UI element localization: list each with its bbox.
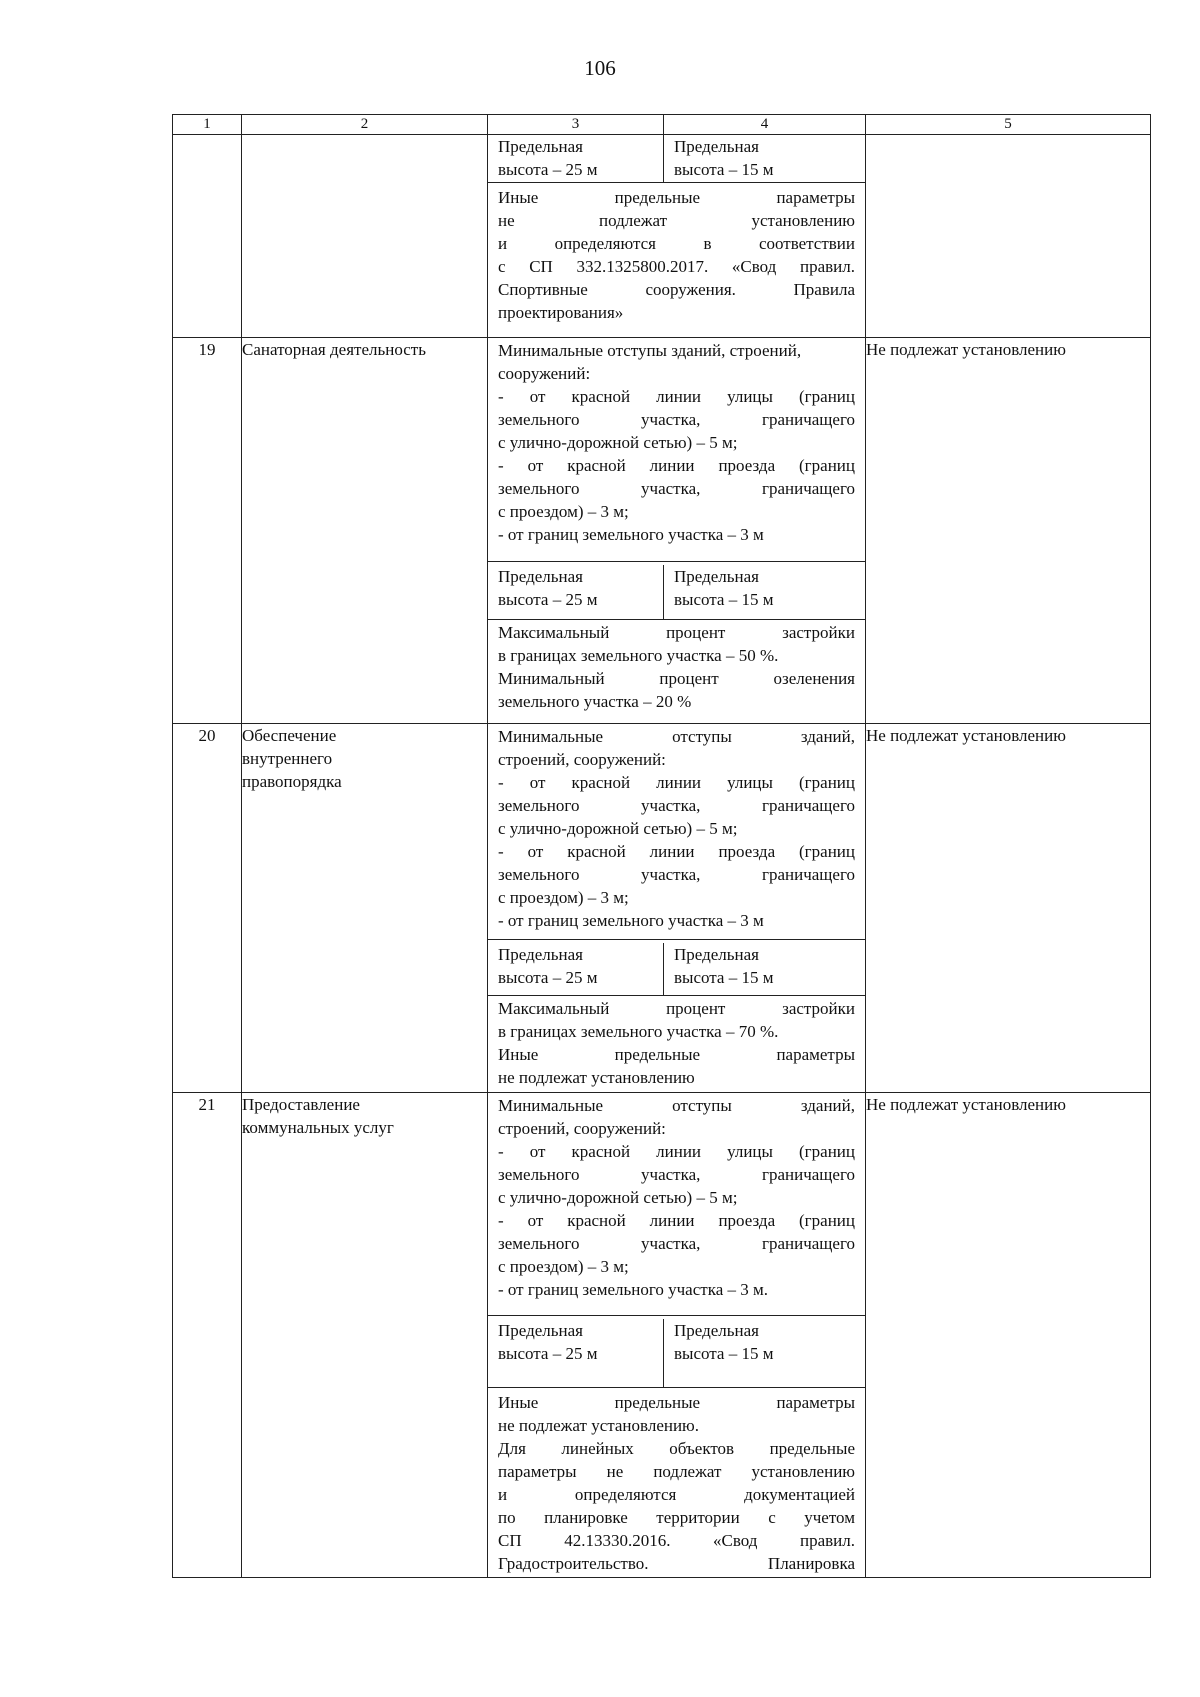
setbacks-block: Минимальные отступы зданий, строений, сооружений: - от красной линии улицы (границ земельного участка, граничащего с улично-дорожной сетью) – 5 м; - от красной линии проезда (границ земельного участка, граничащего с проездом) – 3 м; - от границ земельного участка – 3 м. xyxy=(498,1096,855,1299)
height-limit-right: Предельная высота – 15 м xyxy=(674,1321,774,1363)
height-limit-left: Предельная высота – 25 м xyxy=(488,1319,664,1387)
parameters-cell xyxy=(488,1093,866,1578)
row-number: 19 xyxy=(173,338,242,724)
parameters-cell xyxy=(488,724,866,1093)
row-note: Не подлежат установлению xyxy=(866,724,1151,1093)
row-number: 20 xyxy=(173,724,242,1093)
height-limit-right: Предельная высота – 15 м xyxy=(674,137,774,179)
height-limits xyxy=(488,939,865,995)
setbacks-block: Минимальные отступы зданий, строений, сооружений: - от красной линии улицы (границ земельного участка, граничащего с улично-дорожной сетью) – 5 м; - от красной линии проезда (границ земельного участка, граничащего с проездом) – 3 м; - от границ земельного участка – 3 м xyxy=(498,341,855,544)
row-number: 21 xyxy=(173,1093,242,1578)
header-cell-3: 3 xyxy=(488,115,664,135)
table-row-continuation xyxy=(173,135,1151,338)
other-parameters: Иные предельные параметры не подлежат установлению. Для линейных объектов предельные параметры не подлежат установлению и определяются документацией по планировке территории с учетом СП 42.13330.2016. «Свод правил. Градостроительство. Планировка xyxy=(488,1387,865,1577)
parameters-cell xyxy=(488,338,866,724)
header-cell-2: 2 xyxy=(242,115,488,135)
header-row xyxy=(173,115,1151,135)
height-limit-left: Предельная высота – 25 м xyxy=(488,565,664,619)
height-limit-right: Предельная высота – 15 м xyxy=(674,567,774,609)
other-parameters: Иные предельные параметры не подлежат установлению и определяются в соответствии с СП 332.1325800.2017. «Свод правил. Спортивные сооружения. Правила проектирования» xyxy=(488,182,865,337)
height-limits xyxy=(488,135,865,182)
row-name: Предоставление коммунальных услуг xyxy=(242,1093,488,1578)
row-number-cell xyxy=(173,135,242,338)
row-name-cell xyxy=(242,135,488,338)
row-note: Не подлежат установлению xyxy=(866,1093,1151,1578)
header-cell-1: 1 xyxy=(173,115,242,135)
row-name: Обеспечение внутреннего правопорядка xyxy=(242,724,488,1093)
table-row xyxy=(173,1093,1151,1578)
regulations-table xyxy=(172,114,1151,1578)
setbacks-block: Минимальные отступы зданий, строений, сооружений: - от красной линии улицы (границ земельного участка, граничащего с улично-дорожной сетью) – 5 м; - от красной линии проезда (границ земельного участка, граничащего с проездом) – 3 м; - от границ земельного участка – 3 м xyxy=(498,727,855,930)
height-limit-left: Предельная высота – 25 м xyxy=(488,135,664,182)
height-limit-left: Предельная высота – 25 м xyxy=(488,943,664,995)
other-parameters: Максимальный процент застройки в границах земельного участка – 70 %. Иные предельные параметры не подлежат установлению xyxy=(488,995,865,1092)
table-row xyxy=(173,724,1151,1093)
header-cell-5: 5 xyxy=(866,115,1151,135)
height-limit-right: Предельная высота – 15 м xyxy=(674,945,774,987)
table-row xyxy=(173,338,1151,724)
row-note: Не подлежат установлению xyxy=(866,338,1151,724)
parameters-cell xyxy=(488,135,866,338)
page-number: 106 xyxy=(584,56,616,80)
height-limits xyxy=(488,561,865,619)
other-parameters: Максимальный процент застройки в границах земельного участка – 50 %. Минимальный процент озеленения земельного участка – 20 % xyxy=(488,619,865,723)
row-name: Санаторная деятельность xyxy=(242,338,488,724)
row-note-cell xyxy=(866,135,1151,338)
height-limits xyxy=(488,1315,865,1387)
header-cell-4: 4 xyxy=(664,115,866,135)
